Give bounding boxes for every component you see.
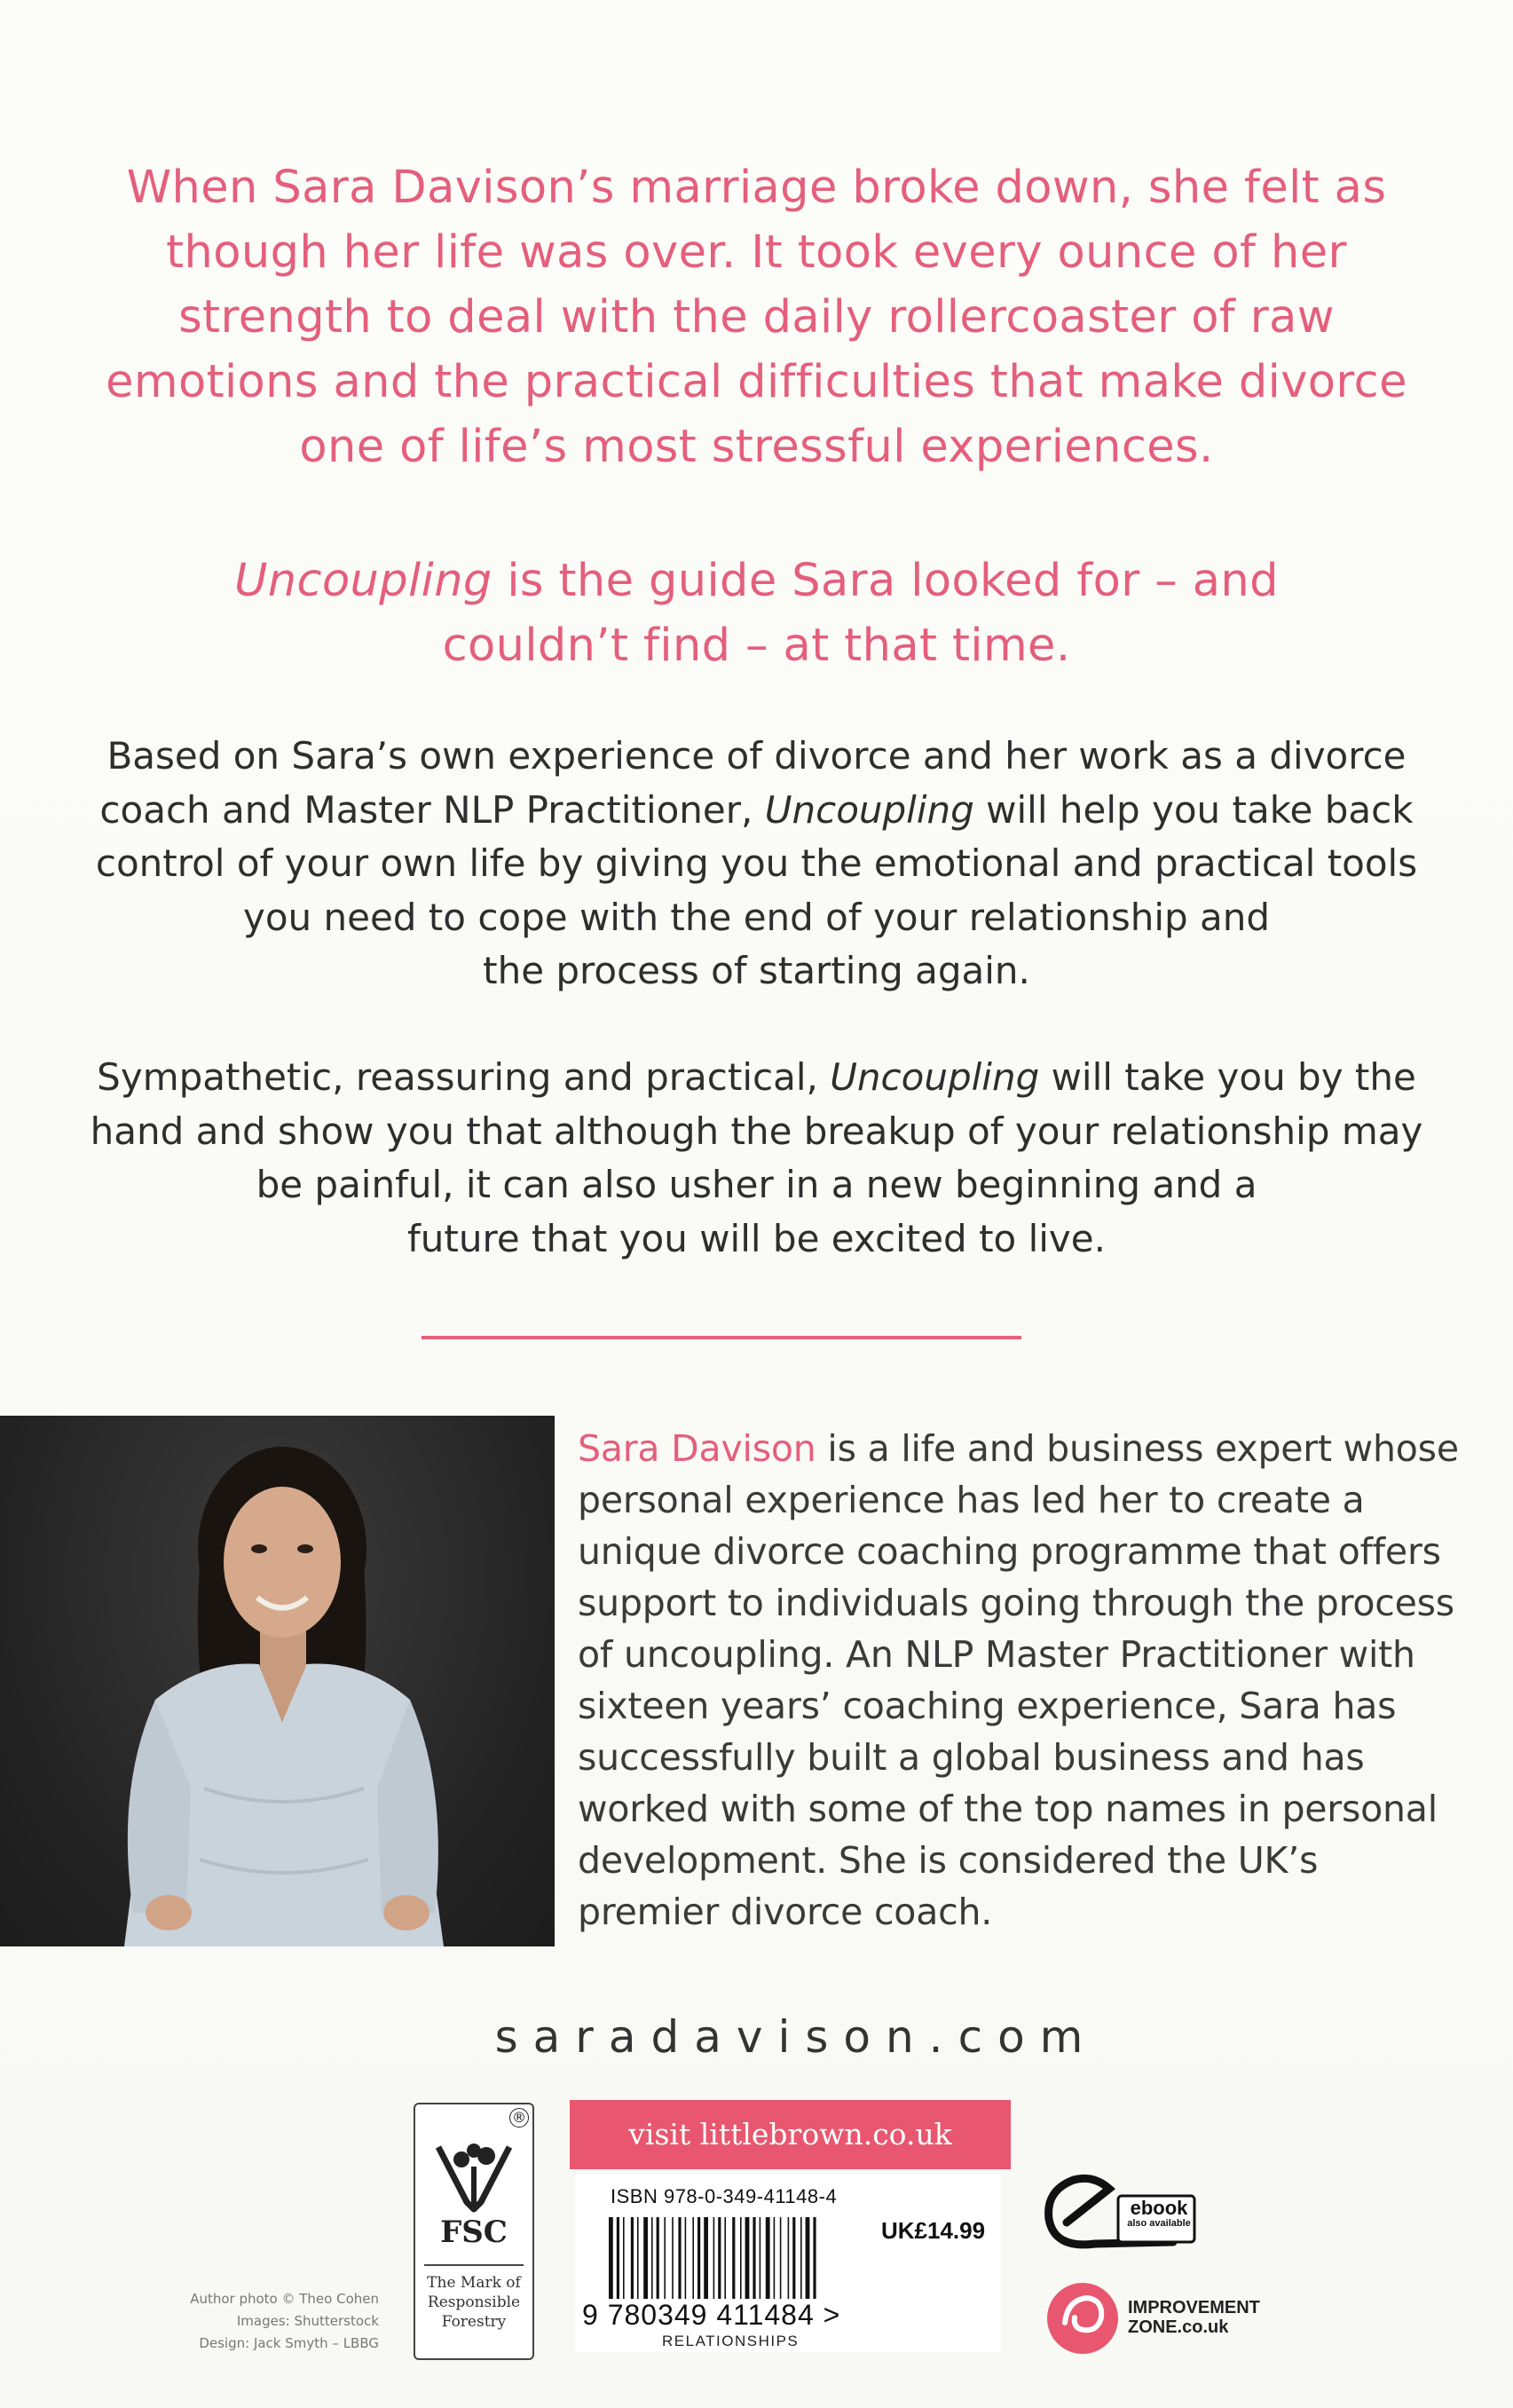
improvement-zone-icon xyxy=(1043,2278,1123,2358)
para-line: future that you will be excited to live. xyxy=(407,1216,1106,1260)
para-line xyxy=(0,1051,1513,1105)
publisher-website-banner: visit littlebrown.co.uk xyxy=(570,2100,1011,2169)
registered-icon: ® xyxy=(509,2108,529,2128)
isbn-text: ISBN 978-0-349-41148-4 xyxy=(611,2185,838,2207)
para-text: will help you take back xyxy=(973,787,1414,832)
author-name: Sara Davison xyxy=(578,1427,816,1470)
author-photo xyxy=(0,1416,555,1946)
credit-line: Design: Jack Smyth – LBBG xyxy=(199,2335,379,2351)
para-line: be painful, it can also usher in a new beginning and a xyxy=(256,1163,1257,1206)
intro-line: When Sara Davison’s marriage broke down, she felt as xyxy=(126,162,1387,214)
para-line: the process of starting again. xyxy=(483,949,1030,992)
pink-divider xyxy=(422,1336,1021,1339)
author-bio xyxy=(578,1423,1501,1938)
bio-line: unique divorce coaching programme that offers xyxy=(578,1530,1441,1573)
cover-credits xyxy=(190,2288,379,2355)
bio-line: of uncoupling. An NLP Master Practitioner with xyxy=(578,1633,1415,1676)
bio-line: personal experience has led her to create a xyxy=(578,1479,1365,1521)
author-portrait-illustration xyxy=(0,1416,555,1946)
ebook-badge xyxy=(1040,2169,1196,2254)
bio-line: successfully built a global business and has xyxy=(578,1736,1365,1779)
fsc-divider xyxy=(424,2264,524,2266)
ebook-text xyxy=(1122,2199,1196,2229)
para-line: Based on Sara’s own experience of divorce and her work as a divorce xyxy=(106,734,1407,778)
guide-line xyxy=(0,549,1513,613)
improvement-zone-text xyxy=(1128,2298,1260,2337)
para-line: control of your own life by giving you the emotional and practical tools xyxy=(95,841,1418,885)
fsc-mark-line: Forestry xyxy=(441,2313,507,2331)
para-line: you need to cope with the end of your relationship and xyxy=(242,895,1271,939)
fsc-mark-line: The Mark of xyxy=(427,2274,521,2292)
intro-line: strength to deal with the daily rollercoaster of raw xyxy=(178,291,1335,343)
para-text: Sympathetic, reassuring and practical, xyxy=(97,1055,831,1099)
guide-line1-rest: is the guide Sara looked for – and xyxy=(492,555,1279,607)
description-paragraph-1 xyxy=(0,730,1513,999)
bio-line: sixteen years’ coaching experience, Sara has xyxy=(578,1685,1397,1727)
bio-line: premier divorce coach. xyxy=(578,1891,993,1933)
intro-line: one of life’s most stressful experiences. xyxy=(299,421,1214,473)
fsc-mark-line: Responsible xyxy=(427,2294,521,2311)
improvement-zone-logo xyxy=(1043,2278,1309,2358)
book-title-italic: Uncoupling xyxy=(234,555,493,607)
barcode-icon xyxy=(609,2217,875,2299)
guide-blurb xyxy=(0,549,1513,678)
intro-line: emotions and the practical difficulties that make divorce xyxy=(106,356,1407,408)
barcode-panel xyxy=(575,2175,1001,2352)
fsc-mark-text xyxy=(415,2273,532,2332)
description-paragraph-2 xyxy=(0,1051,1513,1266)
para-text: coach and Master NLP Practitioner, xyxy=(99,787,765,832)
para-line: hand and show you that although the breakup of your relationship may xyxy=(90,1109,1423,1153)
para-text: will take you by the xyxy=(1039,1055,1416,1099)
ebook-word: ebook xyxy=(1130,2197,1188,2219)
credit-line: Images: Shutterstock xyxy=(236,2313,379,2329)
intro-line: though her life was over. It took every ounce of her xyxy=(166,226,1347,279)
para-line xyxy=(0,784,1513,838)
author-website: saradavison.com xyxy=(494,2011,1099,2063)
fsc-tree-icon xyxy=(431,2140,516,2213)
fsc-label: FSC xyxy=(440,2215,508,2250)
credit-line: Author photo © Theo Cohen xyxy=(190,2291,379,2307)
bio-line xyxy=(578,1423,1501,1474)
bio-line: support to individuals going through the process xyxy=(578,1582,1454,1624)
book-title-italic: Uncoupling xyxy=(830,1055,1040,1099)
guide-line: couldn’t find – at that time. xyxy=(442,620,1071,672)
ebook-sub: also available xyxy=(1127,2218,1191,2229)
bio-text: is a life and business expert whose xyxy=(816,1427,1459,1470)
improvement-line: ZONE.co.uk xyxy=(1128,2317,1229,2337)
book-category: RELATIONSHIPS xyxy=(662,2333,800,2349)
bio-line: development. She is considered the UK’s xyxy=(578,1839,1319,1882)
barcode-digits: 9 780349 411484 > xyxy=(582,2299,841,2331)
bio-line: worked with some of the top names in personal xyxy=(578,1788,1438,1830)
intro-blurb xyxy=(0,155,1513,479)
improvement-line: IMPROVEMENT xyxy=(1128,2298,1260,2317)
fsc-logo xyxy=(414,2103,534,2360)
price-label: UK£14.99 xyxy=(881,2217,986,2244)
book-title-italic: Uncoupling xyxy=(764,787,974,832)
